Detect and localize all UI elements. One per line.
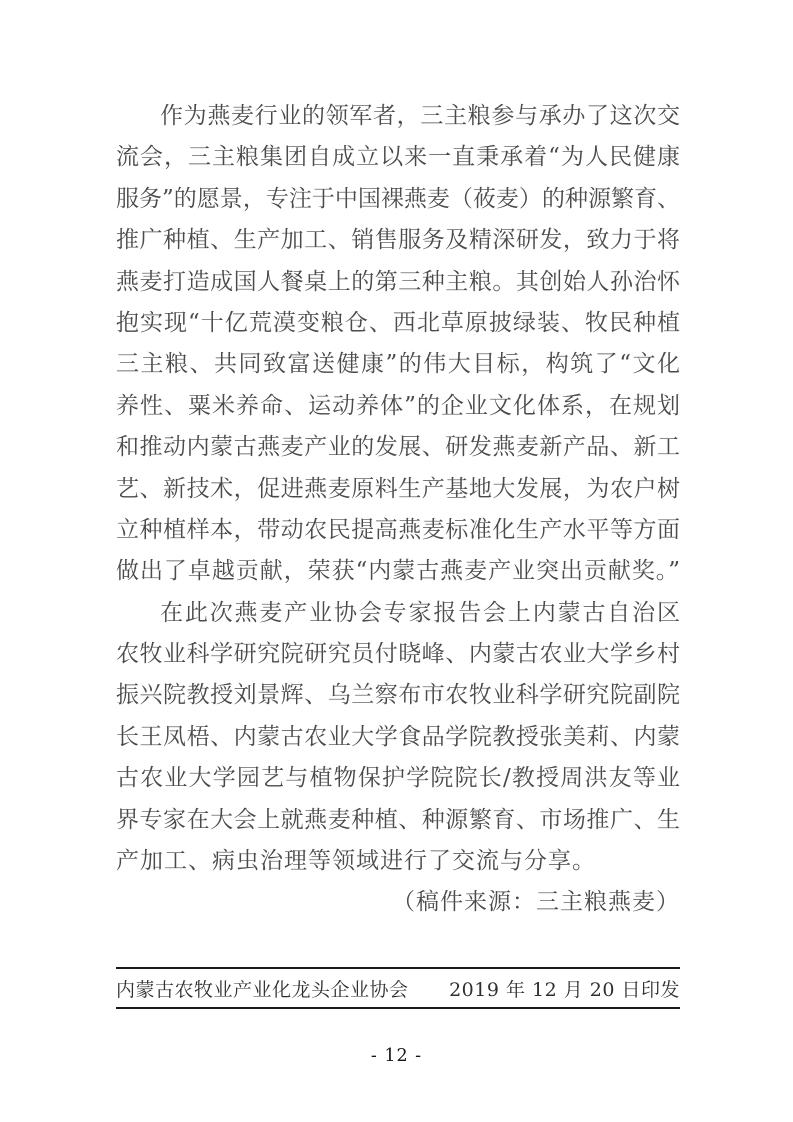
paragraph-1-line: 立种植样本，带动农民提高燕麦标准化生产水平等方面 (116, 516, 680, 543)
paragraph-1-line: 流会，三主粮集团自成立以来一直秉承着“为人民健康 (116, 144, 680, 171)
page-number: - 12 - (370, 1046, 423, 1066)
paragraph-1-line: 艺、新技术，促进燕麦原料生产基地大发展，为农户树 (116, 475, 680, 502)
footer-print-date: 2019 年 12 月 20 日印发 (449, 978, 680, 1001)
paragraph-2-line: 在此次燕麦产业协会专家报告会上内蒙古自治区 (160, 599, 680, 626)
paragraph-1-line: 三主粮、共同致富送健康”的伟大目标，构筑了“文化 (116, 351, 680, 378)
paragraph-1-line: 服务”的愿景，专注于中国裸燕麦（莜麦）的种源繁育、 (116, 185, 680, 212)
paragraph-2-line: 界专家在大会上就燕麦种植、种源繁育、市场推广、生 (116, 806, 680, 833)
paragraph-2-line: 振兴院教授刘景辉、乌兰察布市农牧业科学研究院副院 (116, 682, 680, 709)
paragraph-2-line: 农牧业科学研究院研究员付晓峰、内蒙古农业大学乡村 (116, 641, 680, 668)
paragraph-1-line: 抱实现“十亿荒漠变粮仓、西北草原披绿装、牧民种植 (116, 309, 680, 336)
paragraph-2-line: 古农业大学园艺与植物保护学院院长/教授周洪友等业 (116, 765, 680, 792)
paragraph-1-line: 和推动内蒙古燕麦产业的发展、研发燕麦新产品、新工 (116, 434, 680, 461)
paragraph-1-line: 做出了卓越贡献，荣获“内蒙古燕麦产业突出贡献奖。” (116, 558, 680, 585)
body-text (116, 96, 680, 924)
paragraph-2-line: 长王凤梧、内蒙古农业大学食品学院教授张美莉、内蒙 (116, 723, 680, 750)
footer-colophon (116, 967, 680, 1009)
paragraph-1-line: 养性、粟米养命、运动养体”的企业文化体系，在规划 (116, 392, 680, 419)
paragraph-1-line: 推广种植、生产加工、销售服务及精深研发，致力于将 (116, 227, 680, 254)
paragraph-1-line: 作为燕麦行业的领军者，三主粮参与承办了这次交 (160, 103, 680, 129)
paragraph-2-line: 产加工、病虫治理等领域进行了交流与分享。 (116, 848, 596, 875)
paragraph-1-line: 燕麦打造成国人餐桌上的第三种主粮。其创始人孙治怀 (116, 268, 680, 295)
source-attribution: （稿件来源：三主粮燕麦） (392, 889, 680, 916)
footer-organization: 内蒙古农牧业产业化龙头企业协会 (116, 978, 409, 1001)
